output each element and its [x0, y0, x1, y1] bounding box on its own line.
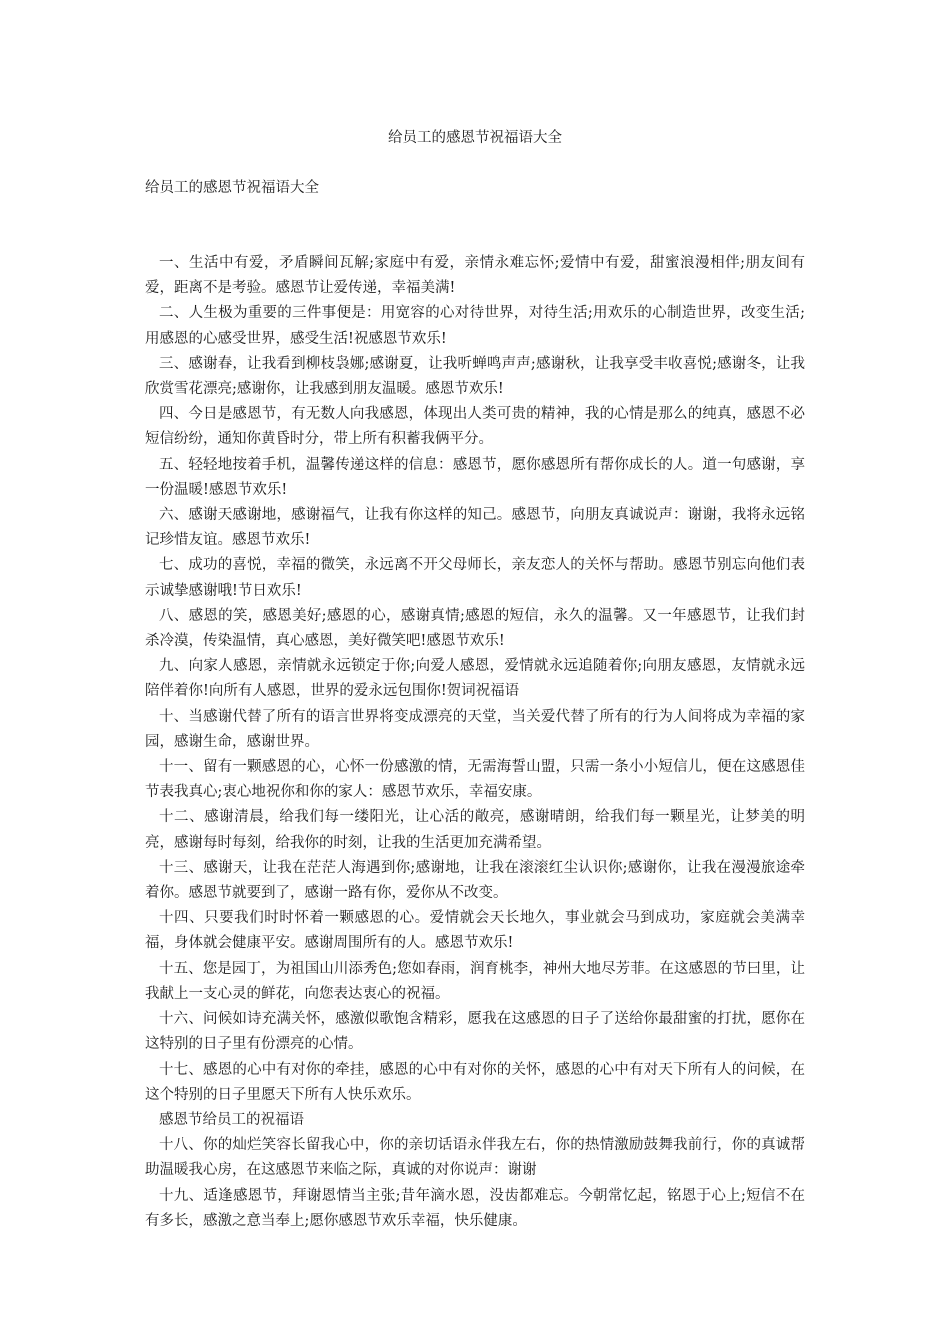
- paragraph: 十一、留有一颗感恩的心，心怀一份感激的情，无需海誓山盟，只需一条小小短信儿，便在这感恩佳节表我真心;衷心地祝你和你的家人：感恩节欢乐，幸福安康。: [145, 759, 805, 801]
- paragraph: 八、感恩的笑，感恩美好;感恩的心，感谢真情;感恩的短信，永久的温馨。又一年感恩节，让我们封杀冷漠，传染温情，真心感恩，美好微笑吧!感恩节欢乐!: [145, 607, 805, 650]
- paragraph: 七、成功的喜悦，幸福的微笑，永远离不开父母师长，亲友恋人的关怀与帮助。感恩节别忘向他们表示诚挚感谢哦!节日欢乐!: [145, 557, 805, 599]
- paragraph: 十、当感谢代替了所有的语言世界将变成漂亮的天堂，当关爱代替了所有的行为人间将成为幸福的家园，感谢生命，感谢世界。: [145, 708, 805, 750]
- document-title: 给员工的感恩节祝福语大全: [388, 130, 562, 146]
- paragraph: 六、感谢天感谢地，感谢福气，让我有你这样的知己。感恩节，向朋友真诚说声：谢谢，我将永远铭记珍惜友谊。感恩节欢乐!: [145, 507, 805, 549]
- paragraph: 十四、只要我们时时怀着一颗感恩的心。爱情就会天长地久，事业就会马到成功，家庭就会美满幸福，身体就会健康平安。感谢周围所有的人。感恩节欢乐!: [145, 910, 805, 952]
- paragraph: 十二、感谢清晨，给我们每一缕阳光，让心活的敞亮，感谢晴朗，给我们每一颗星光，让梦美的明亮，感谢每时每刻，给我你的时刻，让我的生活更加充满希望。: [145, 809, 805, 851]
- paragraph: 十七、感恩的心中有对你的牵挂，感恩的心中有对你的关怀，感恩的心中有对天下所有人的问候，在这个特别的日子里愿天下所有人快乐欢乐。: [145, 1061, 805, 1103]
- document-body: [145, 251, 805, 1234]
- paragraph: 九、向家人感恩，亲情就永远锁定于你;向爱人感恩，爱情就永远追随着你;向朋友感恩，友情就永远陪伴着你!向所有人感恩，世界的爱永远包围你!贺词祝福语: [145, 658, 805, 700]
- paragraph: 四、今日是感恩节，有无数人向我感恩，体现出人类可贵的精神，我的心情是那么的纯真，感恩不必短信纷纷，通知你黄昏时分，带上所有积蓄我俩平分。: [145, 406, 805, 448]
- paragraph: 十八、你的灿烂笑容长留我心中，你的亲切话语永伴我左右，你的热情激励鼓舞我前行，你的真诚帮助温暖我心房，在这感恩节来临之际，真诚的对你说声：谢谢: [145, 1137, 805, 1179]
- paragraph: 一、生活中有爱，矛盾瞬间瓦解;家庭中有爱，亲情永难忘怀;爱情中有爱，甜蜜浪漫相伴;朋友间有爱，距离不是考验。感恩节让爱传递，幸福美满!: [145, 255, 805, 297]
- paragraph: 十三、感谢天，让我在茫茫人海遇到你;感谢地，让我在滚滚红尘认识你;感谢你，让我在漫漫旅途牵着你。感恩节就要到了，感谢一路有你，爱你从不改变。: [145, 859, 805, 902]
- paragraph: 五、轻轻地按着手机，温馨传递这样的信息：感恩节，愿你感恩所有帮你成长的人。道一句感谢，享一份温暖!感恩节欢乐!: [145, 456, 805, 498]
- paragraph: 二、人生极为重要的三件事便是：用宽容的心对待世界，对待生活;用欢乐的心制造世界，改变生活;用感恩的心感受世界，感受生活!祝感恩节欢乐!: [145, 305, 805, 347]
- paragraph: 感恩节给员工的祝福语: [159, 1111, 304, 1128]
- paragraph: 十五、您是园丁，为祖国山川添秀色;您如春雨，润育桃李，神州大地尽芳菲。在这感恩的节曰里，让我献上一支心灵的鲜花，向您表达衷心的祝福。: [145, 960, 805, 1002]
- paragraph: 十九、适逢感恩节，拜谢恩情当主张;昔年滴水恩，没齿都难忘。今朝常忆起，铭恩于心上;短信不在有多长，感激之意当奉上;愿你感恩节欢乐幸福，快乐健康。: [145, 1187, 805, 1229]
- paragraph: 十六、问候如诗充满关怀，感激似歌饱含精彩，愿我在这感恩的日子了送给你最甜蜜的打扰，愿你在这特别的日子里有份漂亮的心情。: [145, 1011, 805, 1053]
- document-subtitle: 给员工的感恩节祝福语大全: [145, 180, 319, 196]
- paragraph: 三、感谢春，让我看到柳枝袅娜;感谢夏，让我听蝉鸣声声;感谢秋，让我享受丰收喜悦;感谢冬，让我欣赏雪花漂亮;感谢你，让我感到朋友温暖。感恩节欢乐!: [145, 355, 805, 398]
